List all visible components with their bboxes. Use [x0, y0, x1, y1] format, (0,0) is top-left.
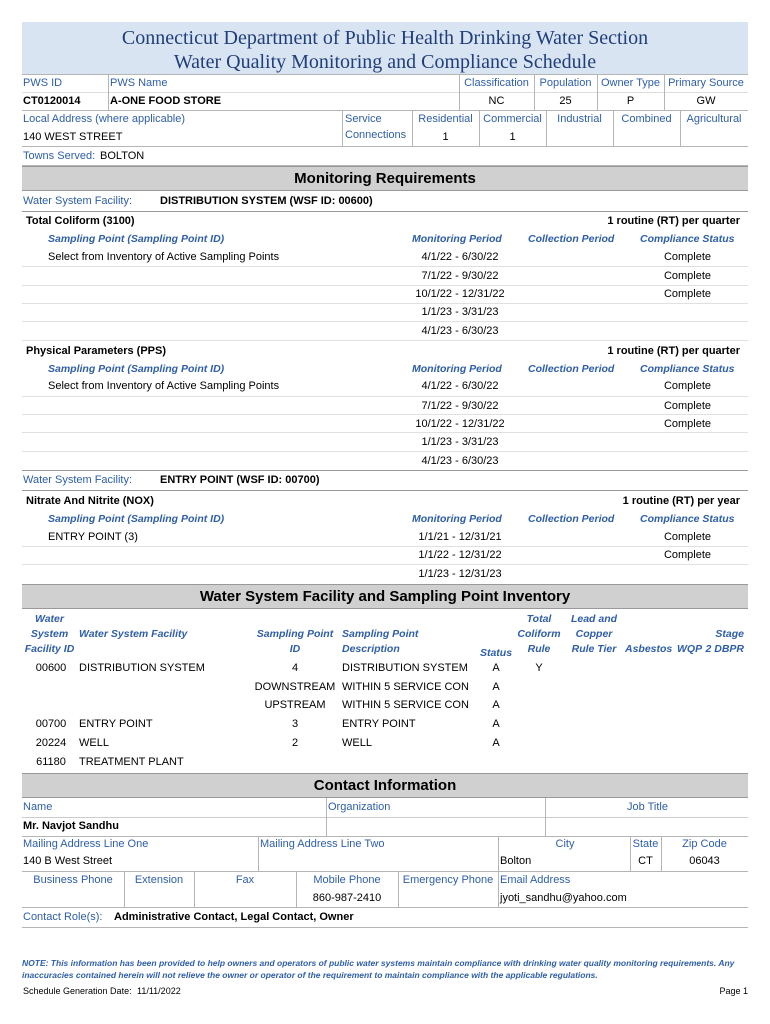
col-compliance-status: Compliance Status: [640, 513, 735, 525]
sp-id: 3: [291, 718, 299, 730]
divider: [22, 146, 748, 147]
col-monitoring-period: Monitoring Period: [412, 513, 502, 525]
email: jyoti_sandhu@yahoo.com: [500, 892, 627, 904]
col-sp-desc: Sampling Point: [342, 628, 419, 640]
compliance-status: Complete: [663, 288, 712, 300]
divider: [22, 414, 748, 415]
classification-label: Classification: [464, 77, 529, 89]
status: A: [492, 699, 500, 711]
compliance-status: Complete: [663, 531, 712, 543]
compliance-status: Complete: [663, 400, 712, 412]
divider: [22, 92, 748, 93]
city: Bolton: [500, 855, 532, 867]
col-wsf-id: Facility ID: [24, 643, 75, 655]
status: A: [492, 681, 500, 693]
monitoring-period: 1/1/21 - 12/31/21: [418, 531, 502, 543]
population: 25: [559, 95, 572, 107]
classification: NC: [488, 95, 505, 107]
extension-label: Extension: [134, 874, 184, 886]
facility-2: ENTRY POINT (WSF ID: 00700): [160, 474, 320, 486]
monitoring-title: Monitoring Requirements: [294, 170, 476, 187]
address1-label: Mailing Address Line One: [23, 838, 149, 850]
state-label: State: [632, 838, 659, 850]
col-wsf: Water System Facility: [79, 628, 188, 640]
name-label: Name: [23, 801, 53, 813]
col-sampling-point: Sampling Point (Sampling Point ID): [48, 363, 225, 375]
pws-name: A-ONE FOOD STORE: [110, 95, 222, 107]
contact-title: Contact Information: [313, 777, 457, 794]
col-compliance-status: Compliance Status: [640, 233, 735, 245]
sampling-point: Select from Inventory of Active Sampling Points: [48, 251, 280, 263]
address2-label: Mailing Address Line Two: [260, 838, 385, 850]
compliance-status: Complete: [663, 380, 712, 392]
sp-desc: WELL: [342, 737, 372, 749]
commercial: 1: [509, 131, 516, 143]
compliance-status: Complete: [663, 251, 712, 263]
col-stage2: 2 DBPR: [705, 643, 744, 655]
col-total-coliform: Total: [526, 613, 552, 625]
contact-name: Mr. Navjot Sandhu: [23, 820, 119, 832]
mobile-phone: 860-987-2410: [312, 892, 382, 904]
col-collection-period: Collection Period: [528, 513, 615, 525]
compliance-status: Complete: [663, 270, 712, 282]
facility-label: Water System Facility:: [23, 195, 132, 207]
divider: [22, 470, 748, 471]
disclaimer-note: NOTE: This information has been provided to help owners and operators of public water systems maintain compliance with drinking water quality monitoring requirements. Any inaccuracies contained herein will not relieve the owner or operator of the requirement to maintain compliance with the applicable regulations.: [22, 958, 735, 980]
divider: [498, 836, 499, 871]
address1: 140 B West Street: [23, 855, 113, 867]
sp-id: DOWNSTREAM: [254, 681, 336, 693]
col-lead-copper: Copper: [575, 628, 613, 640]
monitoring-period: 4/1/22 - 6/30/22: [421, 251, 499, 263]
pws-name-label: PWS Name: [110, 77, 168, 89]
divider: [108, 74, 109, 110]
divider: [22, 817, 748, 818]
roles: Administrative Contact, Legal Contact, Owner: [114, 911, 354, 923]
monitoring-period: 4/1/23 - 6/30/23: [421, 325, 499, 337]
facility-1: DISTRIBUTION SYSTEM (WSF ID: 00600): [160, 195, 373, 207]
divider: [545, 798, 546, 836]
col-status: Status: [479, 647, 513, 659]
sp-id: UPSTREAM: [264, 699, 326, 711]
commercial-label: Commercial: [483, 113, 542, 125]
col-lead-copper: Rule Tier: [571, 643, 617, 655]
frequency: 1 routine (RT) per quarter: [607, 345, 740, 357]
divider: [342, 110, 343, 146]
divider: [22, 564, 748, 565]
analyte-nitrate-nitrite: Nitrate And Nitrite (NOX): [26, 495, 154, 507]
monitoring-period: 1/1/23 - 3/31/23: [421, 436, 499, 448]
divider: [22, 303, 748, 304]
col-lead-copper: Lead and: [570, 613, 618, 625]
col-stage2: Stage: [715, 628, 744, 640]
divider: [22, 285, 748, 286]
wsf-id: 20224: [35, 737, 67, 749]
facility-label: Water System Facility:: [23, 474, 132, 486]
agricultural-label: Agricultural: [686, 113, 742, 125]
document-subtitle: Water Quality Monitoring and Compliance Schedule: [173, 51, 597, 73]
divider: [22, 546, 748, 547]
sp-id: 2: [291, 737, 299, 749]
page-number: Page 1: [719, 986, 748, 996]
owner-type-label: Owner Type: [600, 77, 661, 89]
status: A: [492, 737, 500, 749]
frequency: 1 routine (RT) per quarter: [607, 215, 740, 227]
pws-id: CT0120014: [23, 95, 81, 107]
local-address: 140 WEST STREET: [23, 131, 123, 143]
owner-type: P: [626, 95, 635, 107]
mobile-phone-label: Mobile Phone: [313, 874, 381, 886]
state: CT: [638, 855, 653, 867]
wsf-name: TREATMENT PLANT: [79, 756, 184, 768]
city-label: City: [555, 838, 575, 850]
col-sp-id: ID: [289, 643, 301, 655]
col-monitoring-period: Monitoring Period: [412, 233, 502, 245]
compliance-status: Complete: [663, 418, 712, 430]
col-wsf-id: Water: [35, 613, 64, 625]
col-sampling-point: Sampling Point (Sampling Point ID): [48, 513, 225, 525]
wsf-id: 00700: [35, 718, 67, 730]
status: A: [492, 662, 500, 674]
divider: [22, 490, 748, 491]
pws-id-label: PWS ID: [23, 77, 63, 89]
sampling-point: Select from Inventory of Active Sampling Points: [48, 380, 280, 392]
wsf-name: WELL: [79, 737, 109, 749]
monitoring-period: 7/1/22 - 9/30/22: [421, 400, 499, 412]
col-collection-period: Collection Period: [528, 233, 615, 245]
col-monitoring-period: Monitoring Period: [412, 363, 502, 375]
col-wqp: WQP: [677, 643, 703, 655]
wsf-name: DISTRIBUTION SYSTEM: [79, 662, 205, 674]
analyte-total-coliform: Total Coliform (3100): [26, 215, 135, 227]
roles-label: Contact Role(s):: [23, 911, 103, 923]
monitoring-period: 1/1/23 - 12/31/23: [418, 568, 502, 580]
col-compliance-status: Compliance Status: [640, 363, 735, 375]
col-sampling-point: Sampling Point (Sampling Point ID): [48, 233, 225, 245]
divider: [22, 871, 748, 872]
document-title: Connecticut Department of Public Health Drinking Water Section: [121, 27, 649, 49]
population-label: Population: [539, 77, 592, 89]
primary-source: GW: [696, 95, 716, 107]
analyte-physical-parameters: Physical Parameters (PPS): [26, 345, 167, 357]
col-sp-id: Sampling Point: [256, 628, 334, 640]
divider: [22, 211, 748, 212]
organization-label: Organization: [328, 801, 391, 813]
col-asbestos: Asbestos: [625, 643, 673, 655]
residential-label: Residential: [418, 113, 473, 125]
status: A: [492, 718, 500, 730]
job-title-label: Job Title: [627, 801, 668, 813]
col-total-coliform: Rule: [527, 643, 551, 655]
sp-desc: DISTRIBUTION SYSTEM: [342, 662, 468, 674]
divider: [326, 798, 327, 836]
monitoring-period: 7/1/22 - 9/30/22: [421, 270, 499, 282]
emergency-phone-label: Emergency Phone: [402, 874, 494, 886]
compliance-status: Complete: [663, 549, 712, 561]
divider: [258, 836, 259, 871]
residential: 1: [442, 131, 449, 143]
divider: [22, 74, 748, 75]
frequency: 1 routine (RT) per year: [622, 495, 740, 507]
monitoring-period: 4/1/22 - 6/30/22: [421, 380, 499, 392]
col-wsf-id: System: [30, 628, 69, 640]
monitoring-period: 4/1/23 - 6/30/23: [421, 455, 499, 467]
total-coliform: Y: [535, 662, 543, 674]
monitoring-period: 10/1/22 - 12/31/22: [415, 288, 505, 300]
zip-label: Zip Code: [682, 838, 727, 850]
zip: 06043: [689, 855, 720, 867]
service-label: Service: [345, 113, 382, 125]
monitoring-period: 1/1/22 - 12/31/22: [418, 549, 502, 561]
divider: [22, 396, 748, 397]
col-total-coliform: Coliform: [517, 628, 561, 640]
wsf-name: ENTRY POINT: [79, 718, 153, 730]
divider: [22, 451, 748, 452]
divider: [22, 927, 748, 928]
wsf-id: 61180: [36, 756, 66, 768]
monitoring-period: 1/1/23 - 3/31/23: [421, 306, 499, 318]
sp-id: 4: [291, 662, 299, 674]
divider: [498, 871, 499, 907]
connections-label: Connections: [345, 129, 407, 141]
local-address-label: Local Address (where applicable): [23, 113, 186, 125]
inventory-title: Water System Facility and Sampling Point Inventory: [199, 588, 571, 605]
monitoring-period: 10/1/22 - 12/31/22: [415, 418, 505, 430]
generation-date: 11/11/2022: [137, 986, 181, 996]
combined-label: Combined: [621, 113, 672, 125]
wsf-id: 00600: [35, 662, 67, 674]
towns: BOLTON: [100, 150, 145, 162]
divider: [22, 836, 748, 837]
industrial-label: Industrial: [557, 113, 602, 125]
divider: [22, 266, 748, 267]
generation-date-label: Schedule Generation Date:: [23, 986, 132, 996]
col-collection-period: Collection Period: [528, 363, 615, 375]
divider: [22, 907, 748, 908]
towns-label: Towns Served:: [23, 150, 96, 162]
sampling-point: ENTRY POINT (3): [48, 531, 138, 543]
divider: [22, 321, 748, 322]
fax-label: Fax: [235, 874, 255, 886]
sp-desc: ENTRY POINT: [342, 718, 416, 730]
divider: [22, 340, 748, 341]
sp-desc: WITHIN 5 SERVICE CON: [342, 699, 469, 711]
sp-desc: WITHIN 5 SERVICE CON: [342, 681, 469, 693]
col-sp-desc: Description: [342, 643, 400, 655]
business-phone-label: Business Phone: [33, 874, 113, 886]
email-label: Email Address: [500, 874, 571, 886]
primary-source-label: Primary Source: [668, 77, 744, 89]
divider: [22, 110, 748, 111]
divider: [22, 432, 748, 433]
